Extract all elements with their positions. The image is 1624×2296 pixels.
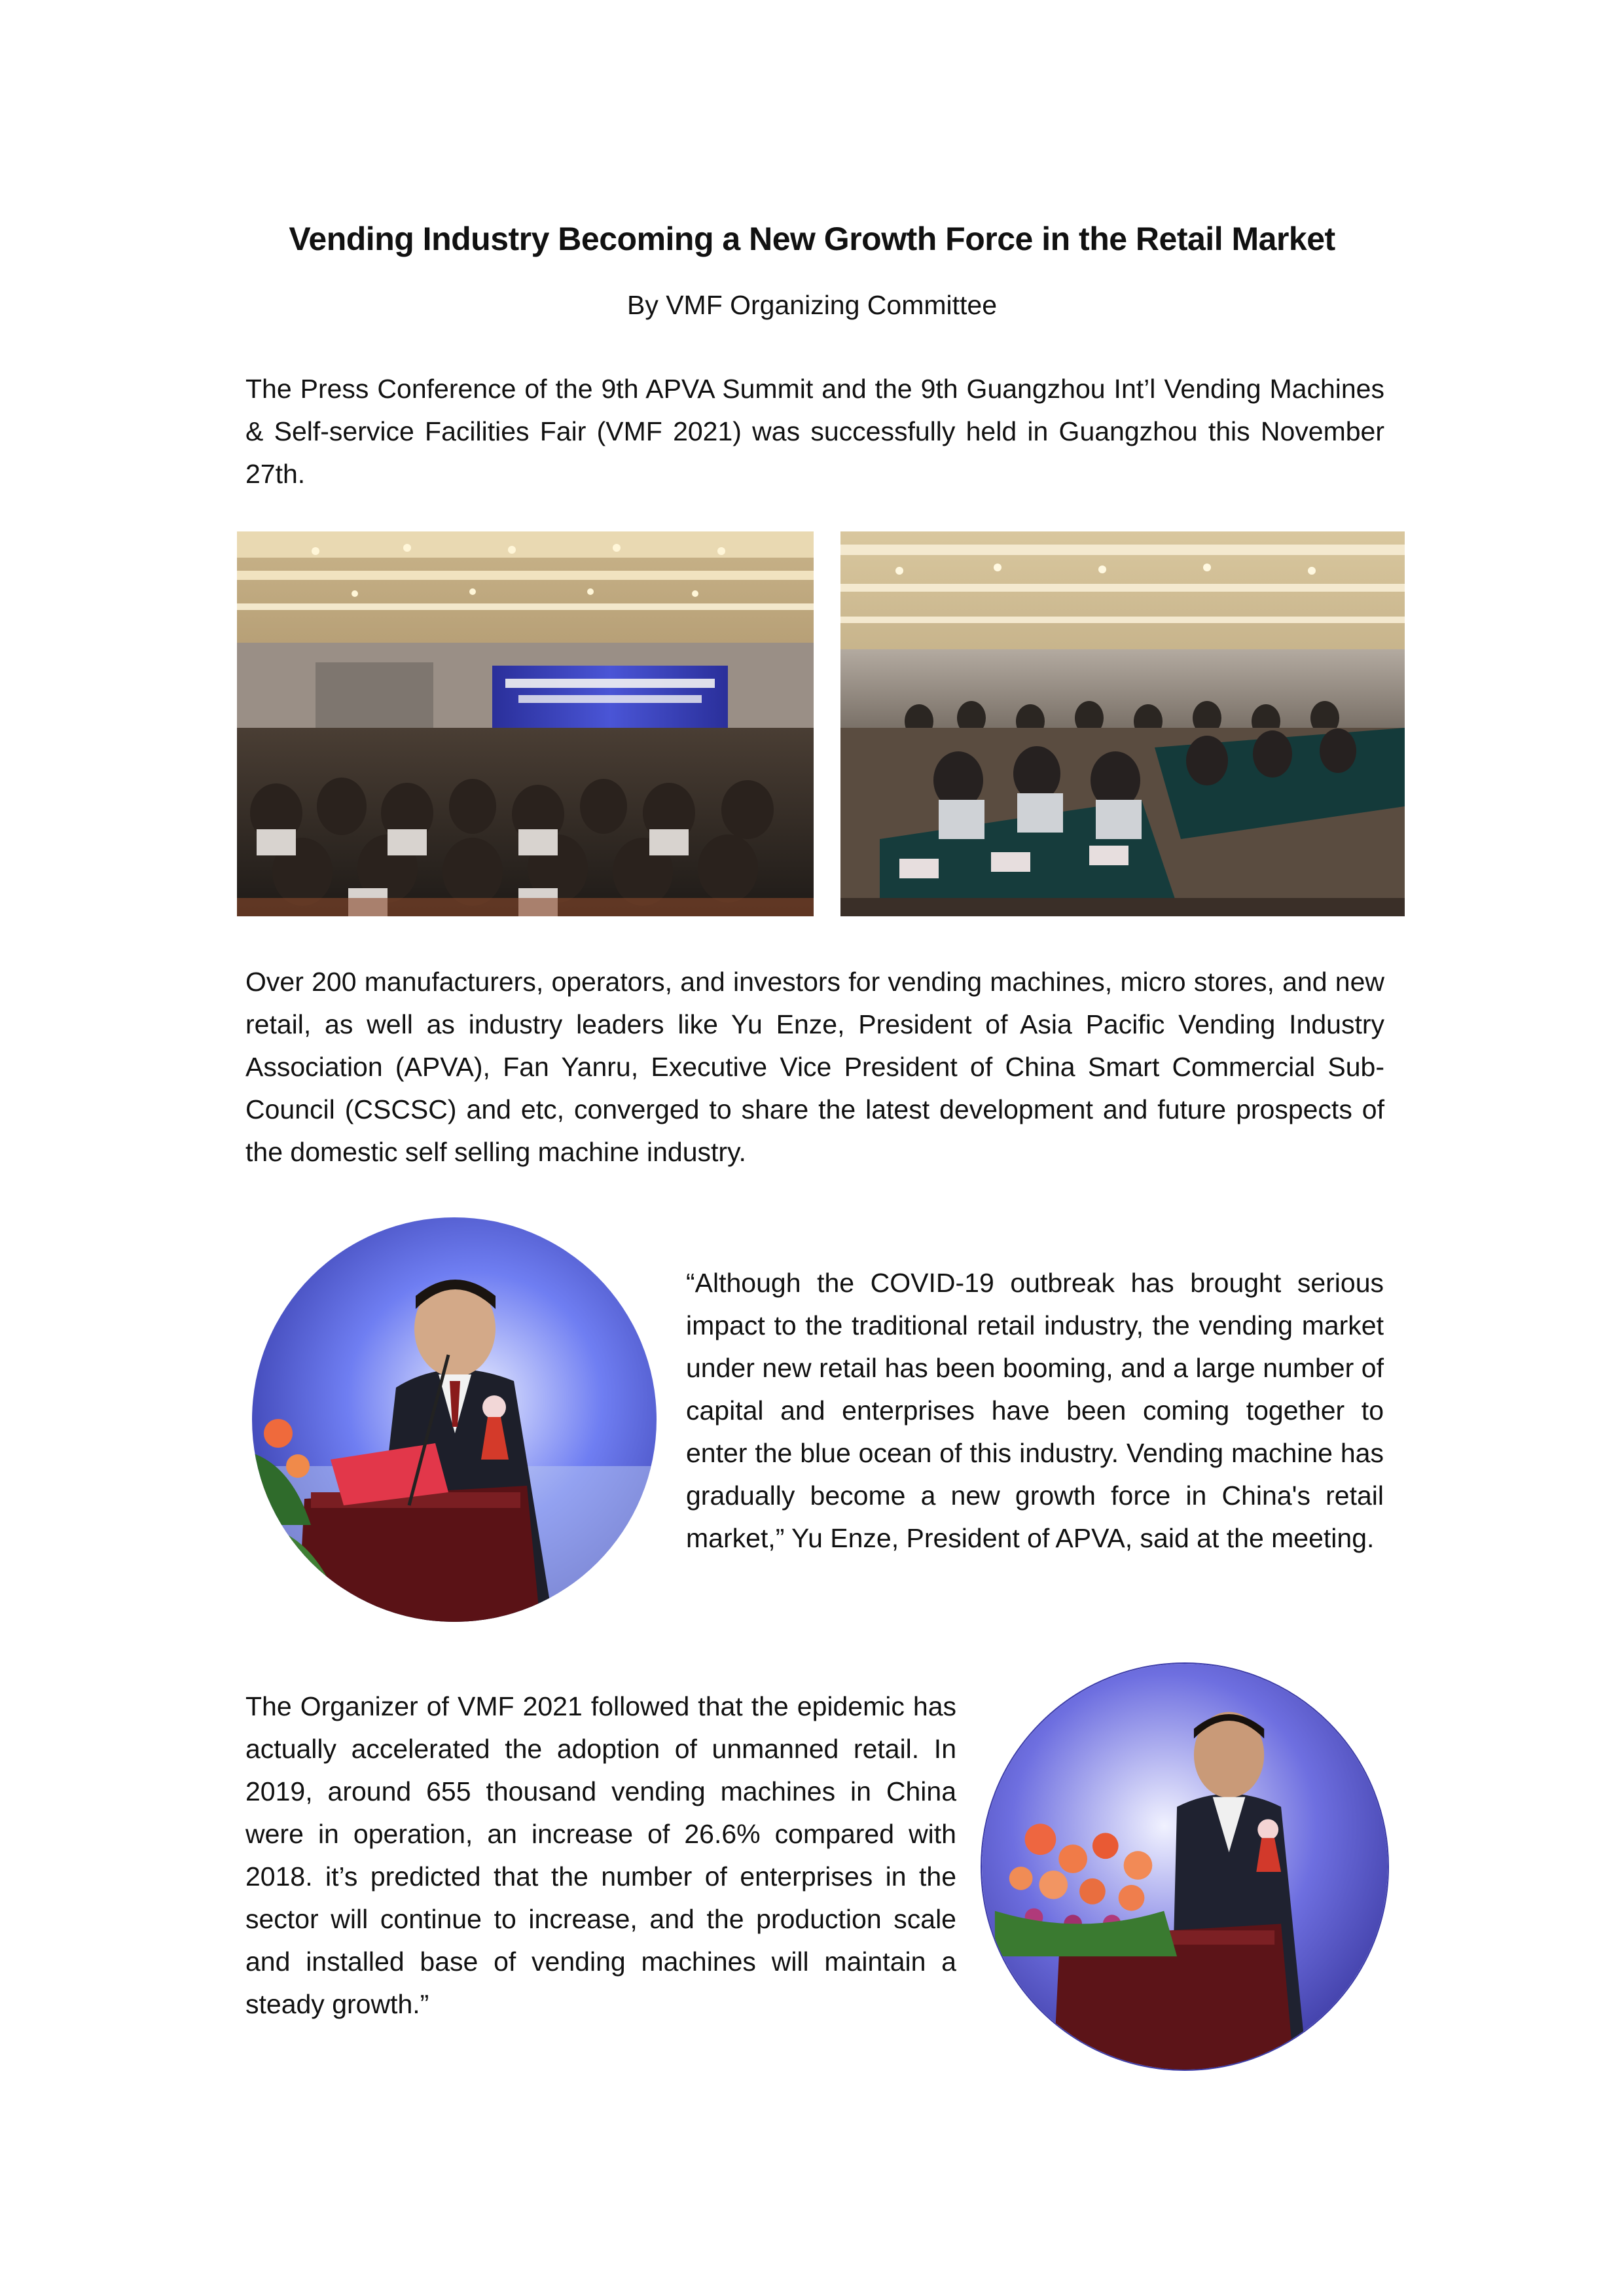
quote-paragraph: “Although the COVID-19 outbreak has brought serious impact to the traditional retail industry, the vending market under new retail has been booming, and a large number of capital and enterprises have been coming together to enter the blue ocean of this industry. Vending machine has gradually become a new growth force in China's retail market,” Yu Enze, President of APVA, said at the meeting.: [686, 1268, 1384, 1553]
article-byline: By VMF Organizing Committee: [626, 290, 998, 320]
article-title: Vending Industry Becoming a New Growth Force in the Retail Market: [289, 221, 1335, 257]
audience-photo: [840, 531, 1405, 916]
speaker-portrait-yu-enze: [252, 1217, 657, 1622]
organizer-paragraph: The Organizer of VMF 2021 followed that the epidemic has actually accelerated the adoption of unmanned retail. In 2019, around 655 thousand vending machines in China were in operation, an increase of 26.6% compared with 2018. it’s predicted that the number of enterprises in the sector will continue to increase, and the production scale and installed base of vending machines will maintain a steady growth.”: [245, 1691, 956, 2019]
intro-paragraph: The Press Conference of the 9th APVA Summit and the 9th Guangzhou Int’l Vending Machines & Self-service Facilities Fair (VMF 2021) was successfully held in Guangzhou this November 27th.: [245, 374, 1384, 489]
speaker-portrait-organizer: [981, 1662, 1389, 2071]
conference-hall-photo: [237, 531, 814, 916]
participants-paragraph: Over 200 manufacturers, operators, and investors for vending machines, micro stores, and new retail, as well as industry leaders like Yu Enze, President of Asia Pacific Vending Industry Association (APVA), Fan Yanru, Executive Vice President of China Smart Commercial Sub-Council (CSCSC) and etc, converged to share the latest development and future prospects of the domestic self selling machine industry.: [245, 967, 1384, 1167]
